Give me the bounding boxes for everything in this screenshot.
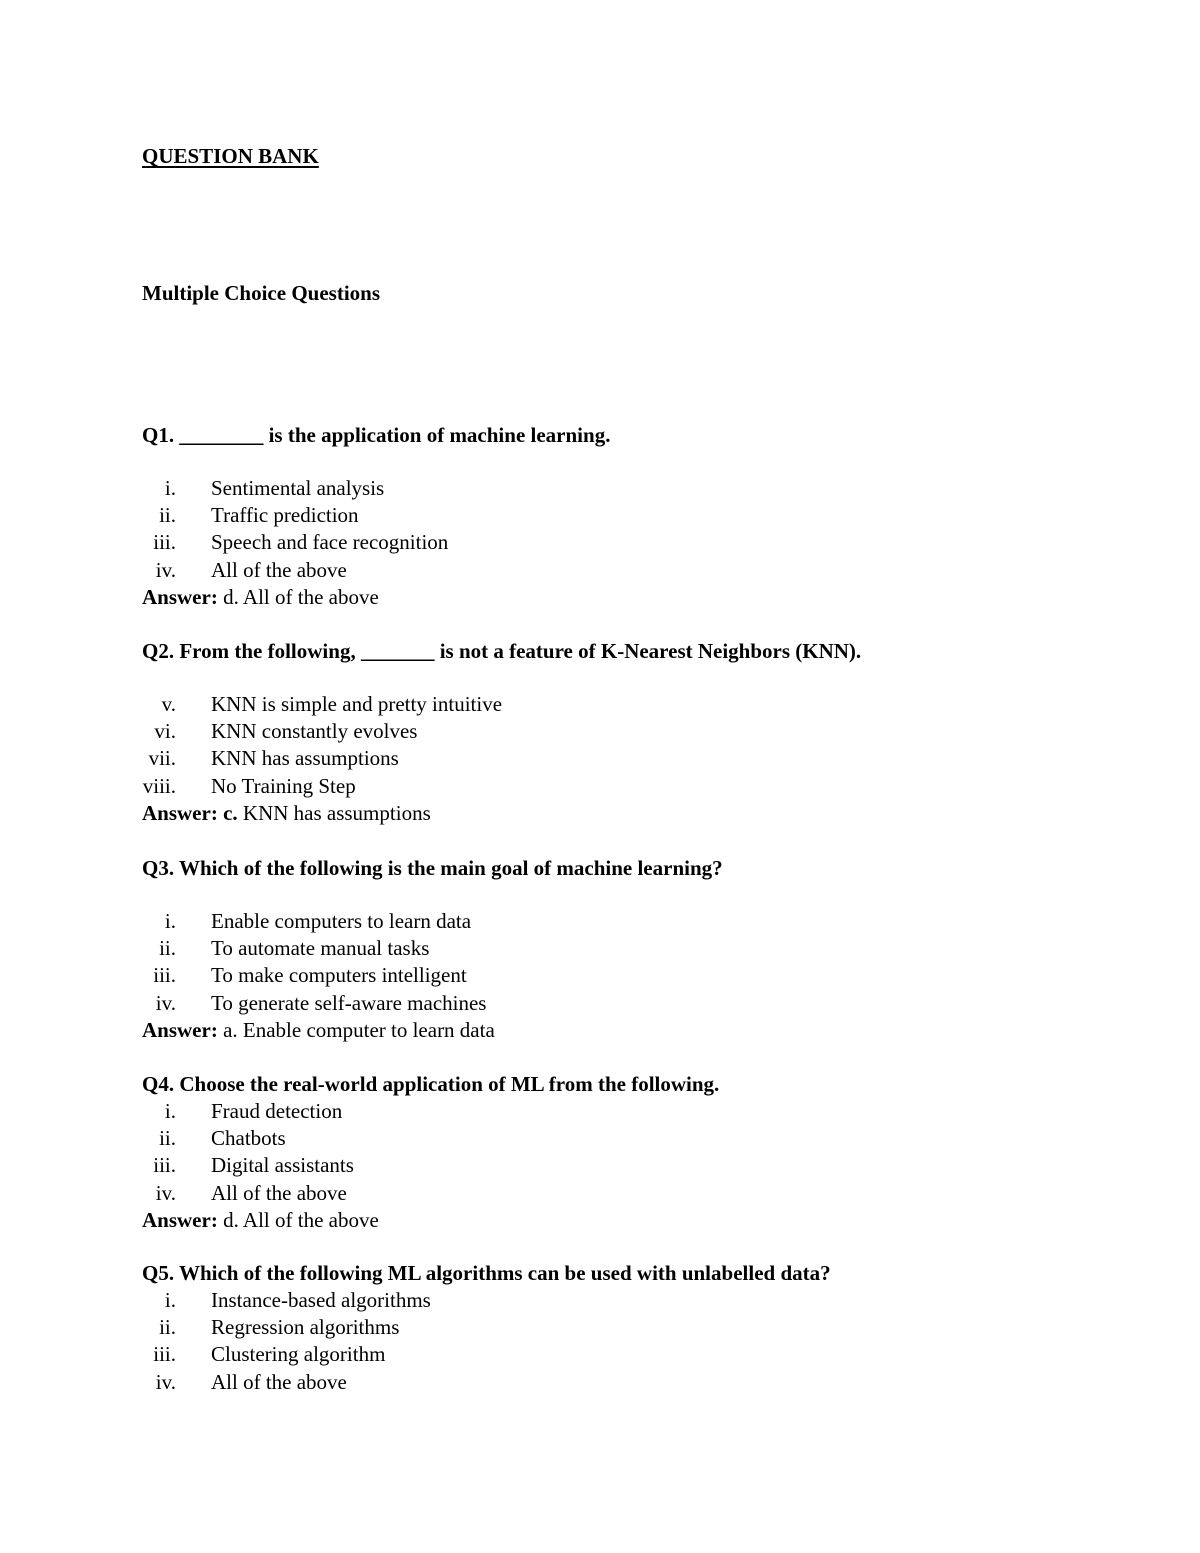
question-prompt: Which of the following ML algorithms can be used with unlabelled data? <box>174 1261 831 1285</box>
option-list <box>142 475 1102 584</box>
option-text: Sentimental analysis <box>211 476 385 500</box>
answer-choice: c. <box>217 800 238 825</box>
option-text: No Training Step <box>211 773 356 798</box>
option-text: KNN constantly evolves <box>211 719 418 744</box>
option-numeral: iii. <box>153 963 176 988</box>
option-item <box>142 1341 1102 1368</box>
option-text: All of the above <box>211 1180 347 1205</box>
option-text: Enable computers to learn data <box>211 909 472 933</box>
question-block-q5 <box>142 1259 1102 1396</box>
option-list <box>142 691 1102 800</box>
document-title: QUESTION BANK <box>142 144 319 168</box>
answer-text: d. All of the above <box>217 584 379 609</box>
option-item <box>142 773 1102 800</box>
option-numeral: ii. <box>159 936 176 961</box>
question-block-q3 <box>142 854 1102 1044</box>
option-list <box>142 1287 1102 1396</box>
option-text: All of the above <box>211 1369 347 1394</box>
question-prompt: Choose the real-world application of ML from the following. <box>174 1072 720 1096</box>
option-text: Digital assistants <box>211 1153 354 1178</box>
option-numeral: iv. <box>155 557 176 582</box>
option-list <box>142 1098 1102 1207</box>
answer-text: KNN has assumptions <box>237 800 431 825</box>
option-text: To make computers intelligent <box>211 963 467 988</box>
question-block-q2 <box>142 637 1102 827</box>
option-numeral: iv. <box>155 1369 176 1394</box>
option-item <box>142 718 1102 745</box>
option-item <box>142 1125 1102 1152</box>
option-item <box>142 935 1102 962</box>
question-prompt: Which of the following is the main goal of machine learning? <box>174 856 723 880</box>
option-numeral: i. <box>164 476 176 500</box>
option-numeral: vii. <box>148 746 176 771</box>
option-item <box>142 1180 1102 1207</box>
option-text: Regression algorithms <box>211 1315 400 1340</box>
option-text: Chatbots <box>211 1126 286 1151</box>
question-block-q1 <box>142 421 1102 611</box>
answer-label: Answer: <box>142 1017 218 1042</box>
question-prompt: ________ is the application of machine learning. <box>174 423 611 447</box>
option-numeral: v. <box>161 692 176 716</box>
answer-label: Answer: <box>142 800 218 825</box>
option-list <box>142 908 1102 1017</box>
option-item <box>142 745 1102 772</box>
option-text: Clustering algorithm <box>211 1342 386 1367</box>
option-item <box>142 1287 1102 1314</box>
option-numeral: ii. <box>159 1315 176 1340</box>
option-text: KNN has assumptions <box>211 746 399 771</box>
option-item <box>142 908 1102 935</box>
answer-line <box>142 584 1102 611</box>
question-text <box>142 854 1102 882</box>
section-subtitle: Multiple Choice Questions <box>142 281 381 305</box>
option-item <box>142 1098 1102 1125</box>
option-numeral: viii. <box>142 773 176 798</box>
option-item <box>142 557 1102 584</box>
option-numeral: iii. <box>153 530 176 555</box>
option-item <box>142 1314 1102 1341</box>
option-numeral: ii. <box>159 1126 176 1151</box>
option-text: Speech and face recognition <box>211 530 449 555</box>
option-numeral: vi. <box>154 719 176 744</box>
option-numeral: ii. <box>159 503 176 528</box>
question-block-q4 <box>142 1070 1102 1234</box>
question-number: Q2. <box>142 639 175 663</box>
option-numeral: iii. <box>153 1153 176 1178</box>
answer-line <box>142 1207 1102 1234</box>
option-numeral: iii. <box>153 1342 176 1367</box>
option-text: To generate self-aware machines <box>211 990 487 1015</box>
answer-text: d. All of the above <box>217 1207 379 1232</box>
question-text <box>142 1070 1102 1098</box>
answer-label: Answer: <box>142 1207 218 1232</box>
option-item <box>142 529 1102 556</box>
option-item <box>142 990 1102 1017</box>
option-item <box>142 962 1102 989</box>
option-text: Instance-based algorithms <box>211 1288 431 1312</box>
option-text: KNN is simple and pretty intuitive <box>211 692 503 716</box>
question-text <box>142 421 1102 449</box>
answer-label: Answer: <box>142 584 218 609</box>
answer-text: a. Enable computer to learn data <box>217 1017 495 1042</box>
answer-line <box>142 1017 1102 1044</box>
option-item <box>142 502 1102 529</box>
option-item <box>142 1369 1102 1396</box>
question-prompt: From the following, _______ is not a feature of K-Nearest Neighbors (KNN). <box>174 639 862 663</box>
option-item <box>142 1152 1102 1179</box>
option-numeral: i. <box>164 1099 176 1123</box>
question-text <box>142 1259 1102 1287</box>
option-numeral: i. <box>164 1288 176 1312</box>
option-text: Fraud detection <box>211 1099 343 1123</box>
answer-line <box>142 800 1102 827</box>
question-text <box>142 637 1102 665</box>
question-number: Q5. <box>142 1261 175 1285</box>
option-item <box>142 691 1102 718</box>
question-number: Q4. <box>142 1072 175 1096</box>
option-numeral: iv. <box>155 1180 176 1205</box>
question-number: Q1. <box>142 423 175 447</box>
option-numeral: iv. <box>155 990 176 1015</box>
question-number: Q3. <box>142 856 175 880</box>
option-item <box>142 475 1102 502</box>
option-text: To automate manual tasks <box>211 936 430 961</box>
option-numeral: i. <box>164 909 176 933</box>
option-text: All of the above <box>211 557 347 582</box>
option-text: Traffic prediction <box>211 503 359 528</box>
